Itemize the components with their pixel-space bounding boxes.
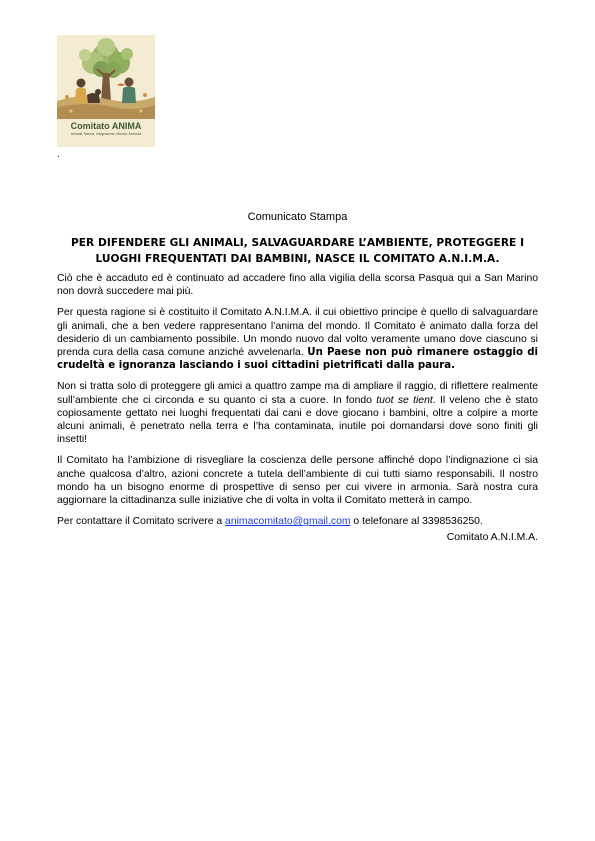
paragraph-1: Ciò che è accaduto ed è continuato ad accadere fino alla vigilia della scorsa Pasqua qui a San Marino non dovrà succedere mai più. [57,273,538,298]
document-body [57,272,538,553]
dot-mark: . [57,149,60,160]
paragraph-2-bold: Un Paese non può rimanere ostaggio di crudeltà e ignoranza lasciando i suoi cittadini pietrificati dalla paura. [57,347,538,372]
paragraph-2-text: Per questa ragione si è costituito il Comitato A.N.I.M.A. il cui obiettivo principe è quello di salvaguardare gli animali, che a ben vedere rappresentano l’anima del mondo. Il Comitato è animato dalla forza del desiderio di un cambiamento possibile. Un mondo nuovo dal volto veramente umano dove ciascuno si prenda cura della casa comune anziché avvelenarla. [57,307,538,359]
logo-subtitle: Animali, Natura, Integrazione, Mondo, Armonia [70,132,142,136]
document-header: Comunicato Stampa [247,211,348,223]
paragraph-3 [57,380,538,446]
paragraph-3-text-a: Non si tratta solo di proteggere gli amici a quattro zampe ma di ampliare il raggio, di riflettere realmente sull’ambiente che ci circonda e su quanto ci sta a cuore. In fondo [57,381,538,406]
paragraph-5-text-a: Per contattare il Comitato scrivere a [57,516,226,528]
signature: Comitato A.N.I.M.A. [446,532,538,544]
comitato-anima-logo [57,35,155,147]
paragraph-3-text-b: . Il veleno che è stato copiosamente gettato nei luoghi frequentati dai cani e dove giocano i bambini, oltre a colpire a morte alcuni animali, è penetrato nella terra e l’ha contaminata, inutile poi domandarsi dove sono finiti gli insetti! [57,394,538,446]
logo-title: Comitato ANIMA [70,121,142,131]
paragraph-5 [57,515,538,528]
paragraph-5-text-b: o telefonare al 3398536250. [350,516,483,528]
paragraph-3-italic: tuot se tient [376,394,433,406]
email-link[interactable]: animacomitato@gmail.com [225,516,351,528]
paragraph-4: Il Comitato ha l’ambizione di risvegliare la coscienza delle persone affinché dopo l’indignazione ci sia anche qualcosa d’altro, azioni concrete a tutela dell’ambiente di cui tutti siamo responsabili. Il nostro mondo ha un bisogno enorme di prospettive di senso per cui vivere in armonia. Sarà nostra cura aggiornare la cittadinanza sulle iniziative che di volta in volta il Comitato metterà in campo. [57,455,538,507]
paragraph-2 [57,306,538,372]
document-title: PER DIFENDERE GLI ANIMALI, SALVAGUARDARE L’AMBIENTE, PROTEGGERE I LUOGHI FREQUENTATI DAI BAMBINI, NASCE IL COMITATO A.N.I.M.A. [70,237,525,265]
